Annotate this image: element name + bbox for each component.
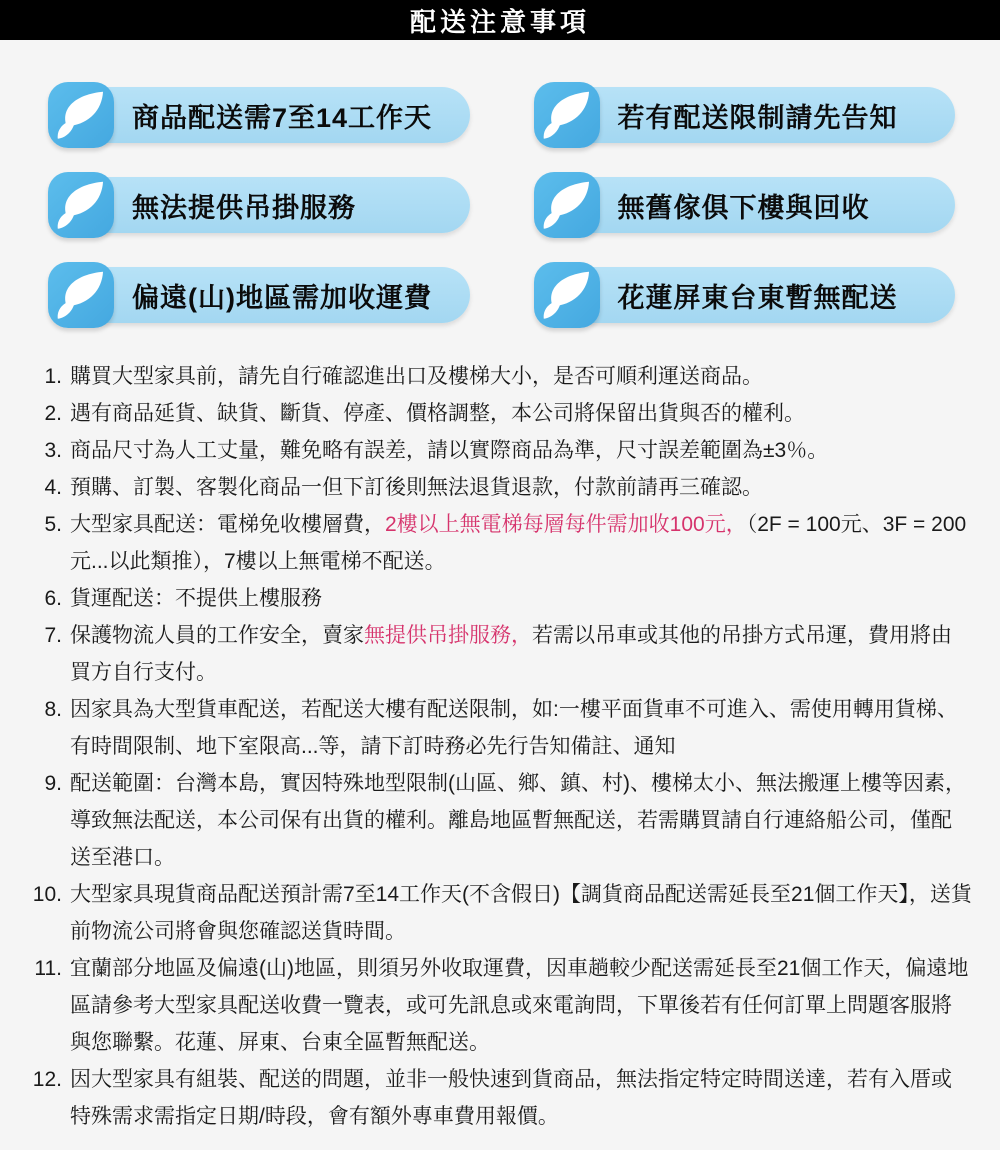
note-segment: 大型家具現貨商品配送預計需7至14工作天(不含假日)【調貨商品配送需延長至21個工作天】，送貨前物流公司將會與您確認送貨時間。 bbox=[70, 883, 972, 943]
note-text bbox=[70, 580, 972, 617]
note-item bbox=[18, 950, 972, 1061]
badge-label: 無法提供吊掛服務 bbox=[132, 192, 356, 223]
note-number: 1. bbox=[44, 365, 62, 388]
note-item bbox=[18, 469, 972, 506]
badge-pill bbox=[80, 177, 470, 233]
note-text bbox=[70, 691, 972, 765]
note-segment: （2F = 100元、3F = 200元...以此類推），7樓以上無電梯不配送。 bbox=[70, 513, 967, 573]
note-number: 2. bbox=[44, 402, 62, 425]
leaf-icon bbox=[534, 262, 600, 328]
note-number: 5. bbox=[44, 513, 62, 536]
note-item bbox=[18, 432, 972, 469]
badge-pill bbox=[566, 177, 956, 233]
badge-label: 花蓮屏東台東暫無配送 bbox=[617, 282, 898, 313]
note-segment: 商品尺寸為人工丈量，難免略有誤差，請以實際商品為準，尺寸誤差範圍為±3％。 bbox=[70, 439, 829, 462]
leaf-icon bbox=[48, 172, 114, 238]
note-number: 11. bbox=[34, 957, 62, 980]
badge-pill bbox=[80, 267, 470, 323]
note-text bbox=[70, 950, 972, 1061]
note-text bbox=[70, 395, 972, 432]
note-item bbox=[18, 506, 972, 580]
leaf-icon bbox=[48, 82, 114, 148]
badge-pill bbox=[80, 87, 470, 143]
note-text bbox=[70, 876, 972, 950]
note-item bbox=[18, 395, 972, 432]
note-text bbox=[70, 617, 972, 691]
badge-grid bbox=[0, 40, 1000, 328]
note-item bbox=[18, 358, 972, 395]
note-item bbox=[18, 691, 972, 765]
badge-pill bbox=[566, 267, 956, 323]
note-text bbox=[70, 765, 972, 876]
note-number: 8. bbox=[44, 698, 62, 721]
badge-pill bbox=[566, 87, 956, 143]
note-segment: 貨運配送：不提供上樓服務 bbox=[70, 587, 322, 610]
note-segment: 宜蘭部分地區及偏遠(山)地區，則須另外收取運費，因車趟較少配送需延長至21個工作天，偏遠地區請參考大型家具配送收費一覽表，或可先訊息或來電詢問，下單後若有任何訂單上問題客服將與您聯繫。花蓮、屏東、台東全區暫無配送。 bbox=[70, 957, 969, 1054]
leaf-icon bbox=[534, 172, 600, 238]
delivery-badge bbox=[48, 262, 470, 328]
notes-list bbox=[0, 358, 1000, 1135]
note-number: 4. bbox=[44, 476, 62, 499]
note-segment: 遇有商品延貨、缺貨、斷貨、停產、價格調整，本公司將保留出貨與否的權利。 bbox=[70, 402, 805, 425]
note-segment: 若需以吊車或其他的吊掛方式吊運，費用將由買方自行支付。 bbox=[70, 624, 952, 684]
note-text bbox=[70, 506, 972, 580]
note-item bbox=[18, 876, 972, 950]
badge-label: 若有配送限制請先告知 bbox=[617, 102, 898, 133]
badge-label: 無舊傢俱下樓與回收 bbox=[617, 192, 870, 223]
delivery-badge bbox=[48, 82, 470, 148]
note-number: 9. bbox=[44, 772, 62, 795]
note-item bbox=[18, 580, 972, 617]
badge-label: 偏遠(山)地區需加收運費 bbox=[132, 282, 432, 313]
note-segment: 大型家具配送：電梯免收樓層費， bbox=[70, 513, 385, 536]
note-segment: 配送範圍：台灣本島，實因特殊地型限制(山區、鄉、鎮、村)、樓梯太小、無法搬運上樓等因素，導致無法配送，本公司保有出貨的權利。離島地區暫無配送，若需購買請自行連絡船公司，僅配送至港口。 bbox=[70, 772, 966, 869]
note-text bbox=[70, 432, 972, 469]
note-number: 10. bbox=[32, 883, 62, 906]
note-segment: 預購、訂製、客製化商品一但下訂後則無法退貨退款，付款前請再三確認。 bbox=[70, 476, 763, 499]
note-segment: 因家具為大型貨車配送，若配送大樓有配送限制，如:一樓平面貨車不可進入、需使用轉用貨梯、有時間限制、地下室限高...等，請下訂時務必先行告知備註、通知 bbox=[70, 698, 958, 758]
page-title: 配送注意事項 bbox=[409, 6, 590, 37]
note-highlight-text: 無提供吊掛服務， bbox=[364, 624, 532, 647]
delivery-badge bbox=[534, 82, 956, 148]
leaf-icon bbox=[48, 262, 114, 328]
note-highlight-text: 2樓以上無電梯每層每件需加收100元， bbox=[385, 513, 747, 536]
note-number: 3. bbox=[44, 439, 62, 462]
note-text bbox=[70, 469, 972, 506]
note-item bbox=[18, 765, 972, 876]
note-item bbox=[18, 1061, 972, 1135]
leaf-icon bbox=[534, 82, 600, 148]
badge-label: 商品配送需7至14工作天 bbox=[132, 102, 433, 133]
page-header bbox=[0, 0, 1000, 40]
delivery-badge bbox=[534, 262, 956, 328]
note-number: 7. bbox=[44, 624, 62, 647]
delivery-badge bbox=[534, 172, 956, 238]
note-number: 12. bbox=[32, 1068, 62, 1091]
note-segment: 因大型家具有組裝、配送的問題，並非一般快速到貨商品，無法指定特定時間送達，若有入厝或特殊需求需指定日期/時段，會有額外專車費用報價。 bbox=[70, 1068, 952, 1128]
note-item bbox=[18, 617, 972, 691]
note-number: 6. bbox=[44, 587, 62, 610]
note-segment: 購買大型家具前，請先自行確認進出口及樓梯大小，是否可順利運送商品。 bbox=[70, 365, 763, 388]
note-text bbox=[70, 1061, 972, 1135]
delivery-badge bbox=[48, 172, 470, 238]
note-text bbox=[70, 358, 972, 395]
note-segment: 保護物流人員的工作安全，賣家 bbox=[70, 624, 364, 647]
